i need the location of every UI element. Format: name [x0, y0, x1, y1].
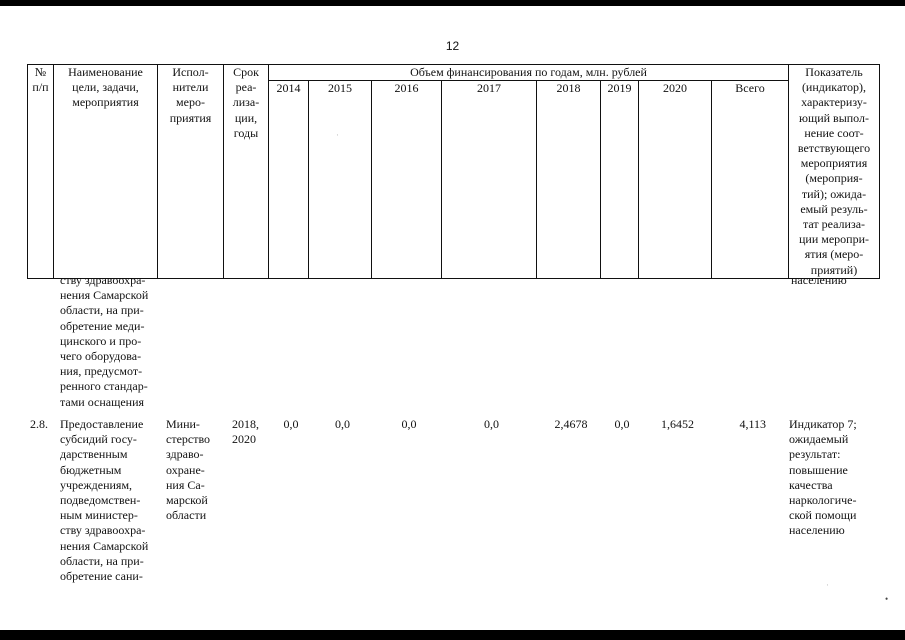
header-table	[27, 64, 880, 279]
continuation-indicator: населению	[791, 273, 847, 287]
bottom-border	[0, 630, 905, 640]
header-year: 2014	[269, 81, 309, 279]
value-2014: 0,0	[283, 417, 299, 431]
header-num: № п/п	[28, 65, 54, 279]
value-2016: 0,0	[401, 417, 417, 431]
value-2015: 0,0	[335, 417, 350, 431]
scan-speck: ·	[336, 130, 339, 140]
header-year: 2019	[601, 81, 639, 279]
value-2019: 0,0	[614, 417, 630, 431]
header-year: 2017	[442, 81, 537, 279]
page-number: 12	[445, 39, 460, 53]
scan-speck: •	[885, 594, 889, 604]
top-border	[0, 0, 905, 6]
header-term: Срок реа- лиза- ции, годы	[224, 65, 269, 279]
value-2017: 0,0	[484, 417, 499, 431]
value-2020: 1,6452	[661, 417, 694, 431]
header-year: 2018	[537, 81, 601, 279]
header-indicator: Показатель (индикатор), характеризу- ющий выпол- нение соот- ветствующего мероприятия (мероприя- тий); ожида- емый резуль- тат реализа- ции меропри- ятия (меро- приятий)	[789, 65, 880, 279]
row-indicator: Индикатор 7; ожидаемый результат: повышение качества наркологиче- ской помощи населению	[789, 417, 857, 538]
value-2018: 2,4678	[554, 417, 588, 431]
header-executors: Испол- нители меро- приятия	[158, 65, 224, 279]
scan-speck: ·	[826, 580, 829, 590]
header-name: Наименование цели, задачи, мероприятия	[54, 65, 158, 279]
header-total: Всего	[712, 81, 789, 279]
continuation-name: ству здравоохра- нения Самарской области, на при- обретение меди- цинского и про- чего оборудова- ния, предусмот- ренного стандар- тами оснащения	[60, 273, 149, 409]
header-year: 2016	[372, 81, 442, 279]
header-year: 2020	[639, 81, 712, 279]
row-number: 2.8.	[30, 417, 48, 431]
header-year: 2015	[309, 81, 372, 279]
row-executor: Мини- стерство здраво- охране- ния Са- марской области	[166, 417, 211, 523]
header-funding-title: Объем финансирования по годам, млн. рублей	[269, 65, 789, 81]
row-term: 2018, 2020	[232, 417, 259, 447]
row-name: Предоставление субсидий госу- дарственным бюджетным учреждениям, подведомствен- ным министер- ству здравоохра- нения Самарской области, на при- обретение сани-	[60, 417, 149, 584]
value-total: 4,113	[739, 417, 766, 431]
